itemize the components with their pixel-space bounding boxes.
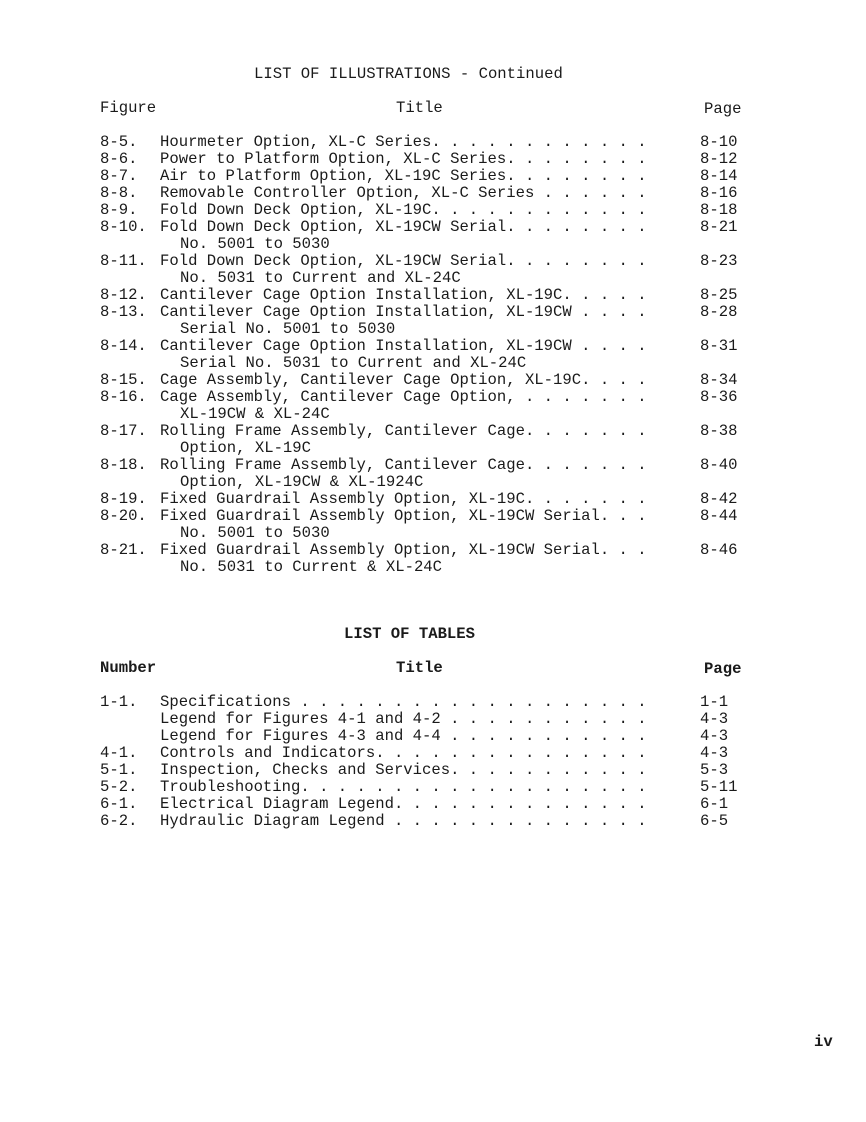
figure-page: 8-31 — [700, 337, 738, 355]
figure-title: Fold Down Deck Option, XL-19C. . . . . . . . . . . . — [160, 201, 647, 219]
figure-title: Fold Down Deck Option, XL-19CW Serial. . . . . . . . — [160, 218, 647, 236]
figure-number: 8-16. — [100, 388, 147, 406]
figure-number: 8-13. — [100, 303, 147, 321]
table-title: Electrical Diagram Legend. . . . . . . . . . . . . . — [160, 795, 647, 813]
figure-title-continuation: XL-19CW & XL-24C — [180, 405, 330, 423]
figure-number: 8-6. — [100, 150, 138, 168]
figure-title-continuation: Serial No. 5031 to Current and XL-24C — [180, 354, 527, 372]
figure-page: 8-46 — [700, 541, 738, 559]
figure-title: Air to Platform Option, XL-19C Series. . . . . . . . — [160, 167, 647, 185]
figure-number: 8-17. — [100, 422, 147, 440]
figure-number: 8-21. — [100, 541, 147, 559]
figure-number: 8-15. — [100, 371, 147, 389]
figure-page: 8-44 — [700, 507, 738, 525]
figure-page: 8-21 — [700, 218, 738, 236]
figure-title: Cantilever Cage Option Installation, XL-19C. . . . . — [160, 286, 647, 304]
figure-page: 8-42 — [700, 490, 738, 508]
figure-title: Cage Assembly, Cantilever Cage Option, . . . . . . . — [160, 388, 647, 406]
column-header-page: Page — [704, 100, 742, 118]
figure-title: Rolling Frame Assembly, Cantilever Cage. . . . . . . — [160, 456, 647, 474]
table-page: 5-11 — [700, 778, 738, 796]
figure-number: 8-9. — [100, 201, 138, 219]
table-page: 4-3 — [700, 727, 729, 745]
figure-title: Fold Down Deck Option, XL-19CW Serial. . . . . . . . — [160, 252, 647, 270]
figure-page: 8-34 — [700, 371, 738, 389]
figure-page: 8-14 — [700, 167, 738, 185]
page-number: iv — [814, 1033, 833, 1051]
table-number: 1-1. — [100, 693, 138, 711]
figure-number: 8-20. — [100, 507, 147, 525]
figure-title-continuation: No. 5031 to Current and XL-24C — [180, 269, 461, 287]
figure-page: 8-28 — [700, 303, 738, 321]
figure-page: 8-38 — [700, 422, 738, 440]
table-title: Controls and Indicators. . . . . . . . . . . . . . . — [160, 744, 647, 762]
figure-title: Fixed Guardrail Assembly Option, XL-19CW Serial. . . — [160, 507, 647, 525]
figure-title: Hourmeter Option, XL-C Series. . . . . . . . . . . . — [160, 133, 647, 151]
table-number: 5-1. — [100, 761, 138, 779]
figure-title-continuation: No. 5001 to 5030 — [180, 524, 330, 542]
figure-page: 8-36 — [700, 388, 738, 406]
illustrations-heading: LIST OF ILLUSTRATIONS - Continued — [254, 65, 563, 83]
figure-page: 8-18 — [700, 201, 738, 219]
figure-page: 8-12 — [700, 150, 738, 168]
figure-number: 8-12. — [100, 286, 147, 304]
table-title: Troubleshooting. . . . . . . . . . . . . . . . . . . — [160, 778, 647, 796]
table-title: Specifications . . . . . . . . . . . . . . . . . . . — [160, 693, 647, 711]
figure-page: 8-16 — [700, 184, 738, 202]
column-header-figure: Figure — [100, 99, 157, 117]
figure-title-continuation: No. 5031 to Current & XL-24C — [180, 558, 443, 576]
table-title: Legend for Figures 4-3 and 4-4 . . . . . . . . . . . — [160, 727, 647, 745]
table-title: Legend for Figures 4-1 and 4-2 . . . . . . . . . . . — [160, 710, 647, 728]
table-title: Inspection, Checks and Services. . . . . . . . . . . — [160, 761, 647, 779]
figure-title: Power to Platform Option, XL-C Series. . . . . . . . — [160, 150, 647, 168]
table-page: 6-5 — [700, 812, 729, 830]
table-page: 1-1 — [700, 693, 729, 711]
figure-number: 8-10. — [100, 218, 147, 236]
tables-heading: LIST OF TABLES — [344, 625, 476, 643]
figure-title-continuation: Option, XL-19C — [180, 439, 312, 457]
table-page: 4-3 — [700, 744, 729, 762]
figure-title: Cage Assembly, Cantilever Cage Option, XL-19C. . . . — [160, 371, 647, 389]
figure-title: Rolling Frame Assembly, Cantilever Cage. . . . . . . — [160, 422, 647, 440]
table-number: 5-2. — [100, 778, 138, 796]
column-header-title: Title — [396, 99, 443, 117]
table-page: 5-3 — [700, 761, 729, 779]
table-number: 4-1. — [100, 744, 138, 762]
figure-number: 8-14. — [100, 337, 147, 355]
figure-page: 8-25 — [700, 286, 738, 304]
figure-number: 8-5. — [100, 133, 138, 151]
table-number: 6-1. — [100, 795, 138, 813]
column-header-title: Title — [396, 659, 443, 677]
figure-number: 8-11. — [100, 252, 147, 270]
column-header-page: Page — [704, 660, 742, 678]
figure-title-continuation: Option, XL-19CW & XL-1924C — [180, 473, 424, 491]
figure-title: Fixed Guardrail Assembly Option, XL-19C. . . . . . . — [160, 490, 647, 508]
table-page: 4-3 — [700, 710, 729, 728]
figure-title: Cantilever Cage Option Installation, XL-19CW . . . . — [160, 303, 647, 321]
figure-number: 8-19. — [100, 490, 147, 508]
figure-title: Cantilever Cage Option Installation, XL-19CW . . . . — [160, 337, 647, 355]
figure-title-continuation: No. 5001 to 5030 — [180, 235, 330, 253]
figure-title: Removable Controller Option, XL-C Series . . . . . . — [160, 184, 647, 202]
figure-number: 8-8. — [100, 184, 138, 202]
figure-number: 8-18. — [100, 456, 147, 474]
figure-page: 8-23 — [700, 252, 738, 270]
figure-title-continuation: Serial No. 5001 to 5030 — [180, 320, 396, 338]
table-page: 6-1 — [700, 795, 729, 813]
figure-page: 8-40 — [700, 456, 738, 474]
table-title: Hydraulic Diagram Legend . . . . . . . . . . . . . . — [160, 812, 647, 830]
column-header-number: Number — [100, 659, 157, 677]
figure-title: Fixed Guardrail Assembly Option, XL-19CW Serial. . . — [160, 541, 647, 559]
figure-number: 8-7. — [100, 167, 138, 185]
table-number: 6-2. — [100, 812, 138, 830]
figure-page: 8-10 — [700, 133, 738, 151]
